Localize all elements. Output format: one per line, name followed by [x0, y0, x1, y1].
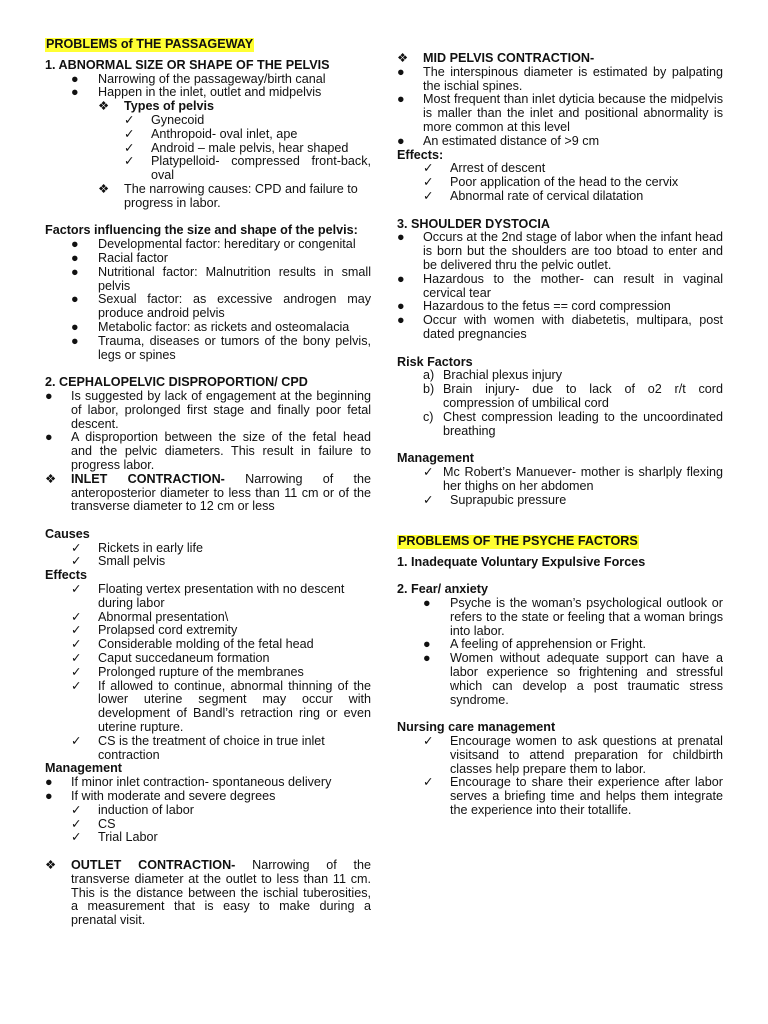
checkmark-icon: ✓ — [423, 464, 434, 479]
list-item: ✓ Suprapubic pressure — [423, 492, 567, 507]
bullet-icon: ● — [423, 637, 431, 652]
bullet-icon: ● — [423, 651, 431, 666]
bullet-icon: ● — [397, 230, 405, 245]
checkmark-icon: ✓ — [124, 140, 135, 155]
checkmark-icon: ✓ — [71, 637, 82, 652]
section-2-title: 2. CEPHALOPELVIC DISPROPORTION/ CPD — [45, 375, 308, 390]
causes-title: Causes — [45, 526, 90, 541]
list-item: ✓ Encourage to share their experience after labor serves a briefing time and helps them integrate the experience into their totallife. — [423, 775, 723, 818]
list-item: ✓ Prolapsed cord extremity — [71, 623, 238, 638]
list-item: ● Is suggested by lack of engagement at the beginning of labor, prolonged first stage and finally poor fetal descent. — [45, 388, 371, 431]
bullet-icon: ● — [71, 250, 79, 265]
list-item: ● Women without adequate support can have a labor experience so frightening and stressful which can develop a post traumatic stress syndrome. — [423, 651, 723, 707]
list-item: ● If with moderate and severe degrees — [45, 789, 276, 804]
checkmark-icon: ✓ — [71, 582, 82, 597]
checkmark-icon: ✓ — [423, 734, 434, 749]
bullet-icon: ● — [71, 292, 79, 307]
checkmark-icon: ✓ — [423, 161, 434, 176]
checkmark-icon: ✓ — [71, 609, 82, 624]
dystocia-management-title: Management — [397, 451, 474, 466]
list-item: ✓ Anthropoid- oval inlet, ape — [124, 126, 298, 141]
list-item: ✓ induction of labor — [71, 802, 194, 817]
list-item: ✓ Caput succedaneum formation — [71, 651, 270, 666]
list-item: ● Occur with women with diabetetis, multipara, post dated pregnancies — [397, 313, 723, 341]
list-item: ● Psyche is the woman’s psychological outlook or refers to the state or feeling that a woman brings into labor. — [423, 596, 723, 638]
list-item: ● The interspinous diameter is estimated by palpating the ischial spines. — [397, 64, 723, 93]
inlet-contraction: ❖ INLET CONTRACTION- Narrowing of the anteroposterior diameter to less than 11 cm or of the transverse diameter to 12 cm or less — [45, 471, 371, 514]
psyche-item-2: 2. Fear/ anxiety — [397, 582, 489, 597]
list-item: ✓ Floating vertex presentation with no descent during labor — [71, 582, 345, 610]
effects-title: Effects — [45, 568, 87, 583]
bullet-icon: ● — [397, 313, 405, 328]
checkmark-icon: ✓ — [71, 623, 82, 638]
bullet-icon: ● — [397, 64, 405, 79]
checkmark-icon: ✓ — [71, 830, 82, 845]
checkmark-icon: ✓ — [71, 802, 82, 817]
diamond-bullet-icon: ❖ — [98, 99, 110, 114]
list-item: ✓ Mc Robert’s Manuever- mother is sharlply flexing her thighs on her abdomen — [423, 464, 723, 493]
list-item: ● Hazardous to the mother- can result in vaginal cervical tear — [397, 271, 723, 300]
list-item: ✓ Android – male pelvis, hear shaped — [124, 140, 349, 155]
diamond-bullet-icon: ❖ — [98, 181, 110, 196]
list-item: ● Hazardous to the fetus == cord compression — [397, 299, 671, 314]
checkmark-icon: ✓ — [71, 554, 82, 569]
list-item: ● A feeling of apprehension or Fright. — [423, 637, 647, 652]
list-item: ● A disproportion between the size of the fetal head and the pelvic diameters. This result in failure to progress labor. — [45, 430, 371, 472]
list-item: ✓ Trial Labor — [71, 830, 158, 845]
list-item: ● Metabolic factor: as rickets and osteomalacia — [71, 319, 350, 334]
checkmark-icon: ✓ — [423, 492, 434, 507]
bullet-icon: ● — [45, 430, 53, 445]
list-item: ✓ Gynecoid — [124, 112, 205, 127]
bullet-icon: ● — [397, 133, 405, 148]
list-item: ❖ The narrowing causes: CPD and failure to progress in labor. — [98, 181, 358, 210]
bullet-icon: ● — [71, 85, 79, 100]
bullet-icon: ● — [71, 71, 79, 86]
checkmark-icon: ✓ — [71, 733, 82, 748]
bullet-icon: ● — [71, 237, 79, 252]
list-item: ● Narrowing of the passageway/birth canal — [71, 71, 326, 86]
list-item: ✓ Considerable molding of the fetal head — [71, 637, 314, 652]
bullet-icon: ● — [45, 775, 53, 790]
list-item: a) Brachial plexus injury — [423, 368, 562, 383]
list-item: ● Racial factor — [71, 250, 168, 265]
list-item: ✓ Poor application of the head to the cervix — [423, 175, 679, 190]
checkmark-icon: ✓ — [124, 126, 135, 141]
list-item: ✓ Platypelloid- compressed front-back, oval — [124, 154, 371, 183]
list-item: ● Sexual factor: as excessive androgen may produce android pelvis — [71, 292, 371, 321]
checkmark-icon: ✓ — [124, 154, 135, 169]
checkmark-icon: ✓ — [423, 775, 434, 790]
list-item: ✓ Abnormal rate of cervical dilatation — [423, 188, 644, 203]
bullet-icon: ● — [71, 333, 79, 348]
bullet-icon: ● — [45, 789, 53, 804]
bullet-icon: ● — [423, 596, 431, 611]
bullet-icon: ● — [397, 299, 405, 314]
passageway-heading: PROBLEMS of THE PASSAGEWAY — [46, 37, 254, 51]
list-item: ✓ If allowed to continue, abnormal thinning of the lower uterine segment may occur with development of Bandl’s retraction ring or even uterine rupture. — [71, 678, 371, 735]
diamond-bullet-icon: ❖ — [397, 51, 409, 65]
section-1-title: 1. ABNORMAL SIZE OR SHAPE OF THE PELVIS — [45, 57, 330, 72]
types-heading: ❖ Types of pelvis — [98, 99, 215, 114]
checkmark-icon: ✓ — [71, 816, 82, 831]
list-item: c) Chest compression leading to the uncoordinated breathing — [423, 409, 723, 438]
list-item: ✓ Encourage women to ask questions at prenatal visitsand to attend preparation for childbirth classes help prepare them to labor. — [423, 734, 723, 776]
section-3-title: 3. SHOULDER DYSTOCIA — [397, 216, 551, 231]
bullet-icon: ● — [71, 319, 79, 334]
checkmark-icon: ✓ — [423, 188, 434, 203]
psyche-item-1: 1. Inadequate Voluntary Expulsive Forces — [397, 554, 646, 569]
factors-title: Factors influencing the size and shape of the pelvis: — [45, 223, 358, 238]
list-item: ● Trauma, diseases or tumors of the bony pelvis, legs or spines — [71, 333, 371, 362]
diamond-bullet-icon: ❖ — [45, 471, 57, 486]
list-item: ✓ Rickets in early life — [71, 540, 203, 555]
list-item: ✓ Arrest of descent — [423, 161, 546, 176]
management-title: Management — [45, 761, 122, 776]
list-item: ● Happen in the inlet, outlet and midpelvis — [71, 85, 322, 100]
list-item: ✓ CS — [71, 816, 116, 831]
right-column — [397, 52, 723, 818]
bullet-icon: ● — [71, 264, 79, 279]
bullet-icon: ● — [397, 271, 405, 286]
diamond-bullet-icon: ❖ — [45, 858, 57, 873]
list-item: ✓ Prolonged rupture of the membranes — [71, 664, 304, 679]
list-item: ● Most frequent than inlet dyticia because the midpelvis is maller than the inlet and positional abnormality is more common at this level — [397, 92, 723, 134]
checkmark-icon: ✓ — [71, 540, 82, 555]
bullet-icon: ● — [45, 388, 53, 403]
checkmark-icon: ✓ — [124, 112, 135, 127]
list-item: b) Brain injury- due to lack of o2 r/t cord compression of umbilical cord — [423, 382, 723, 410]
list-item: ● An estimated distance of >9 cm — [397, 133, 600, 148]
mid-pelvis-heading: ❖ MID PELVIS CONTRACTION- — [397, 51, 595, 65]
checkmark-icon: ✓ — [423, 175, 434, 190]
risk-factors-title: Risk Factors — [397, 354, 473, 369]
list-item: ● Nutritional factor: Malnutrition results in small pelvis — [71, 264, 371, 293]
left-column — [45, 38, 371, 928]
checkmark-icon: ✓ — [71, 664, 82, 679]
list-item: ● If minor inlet contraction- spontaneous delivery — [45, 775, 332, 790]
checkmark-icon: ✓ — [71, 651, 82, 666]
nursing-title: Nursing care management — [397, 720, 556, 735]
outlet-contraction: ❖ OUTLET CONTRACTION- Narrowing of the transverse diameter at the outlet to less than 11 cm. This is the distance between the ischial tuberosities, a measurement that is easy to make during a prenatal visit. — [45, 858, 371, 928]
list-item: ● Developmental factor: hereditary or congenital — [71, 237, 356, 252]
psyche-heading: PROBLEMS OF THE PSYCHE FACTORS — [398, 533, 638, 548]
list-item: ✓ CS is the treatment of choice in true inlet contraction — [71, 733, 325, 762]
list-item: ✓ Small pelvis — [71, 554, 166, 569]
checkmark-icon: ✓ — [71, 678, 82, 693]
mid-effects-title: Effects: — [397, 147, 444, 162]
bullet-icon: ● — [397, 92, 405, 107]
list-item: ✓ Abnormal presentation\ — [71, 609, 229, 624]
list-item: ● Occurs at the 2nd stage of labor when the infant head is born but the shoulders are too btoad to enter and be delivered thru the pelvic outlet. — [397, 230, 723, 272]
